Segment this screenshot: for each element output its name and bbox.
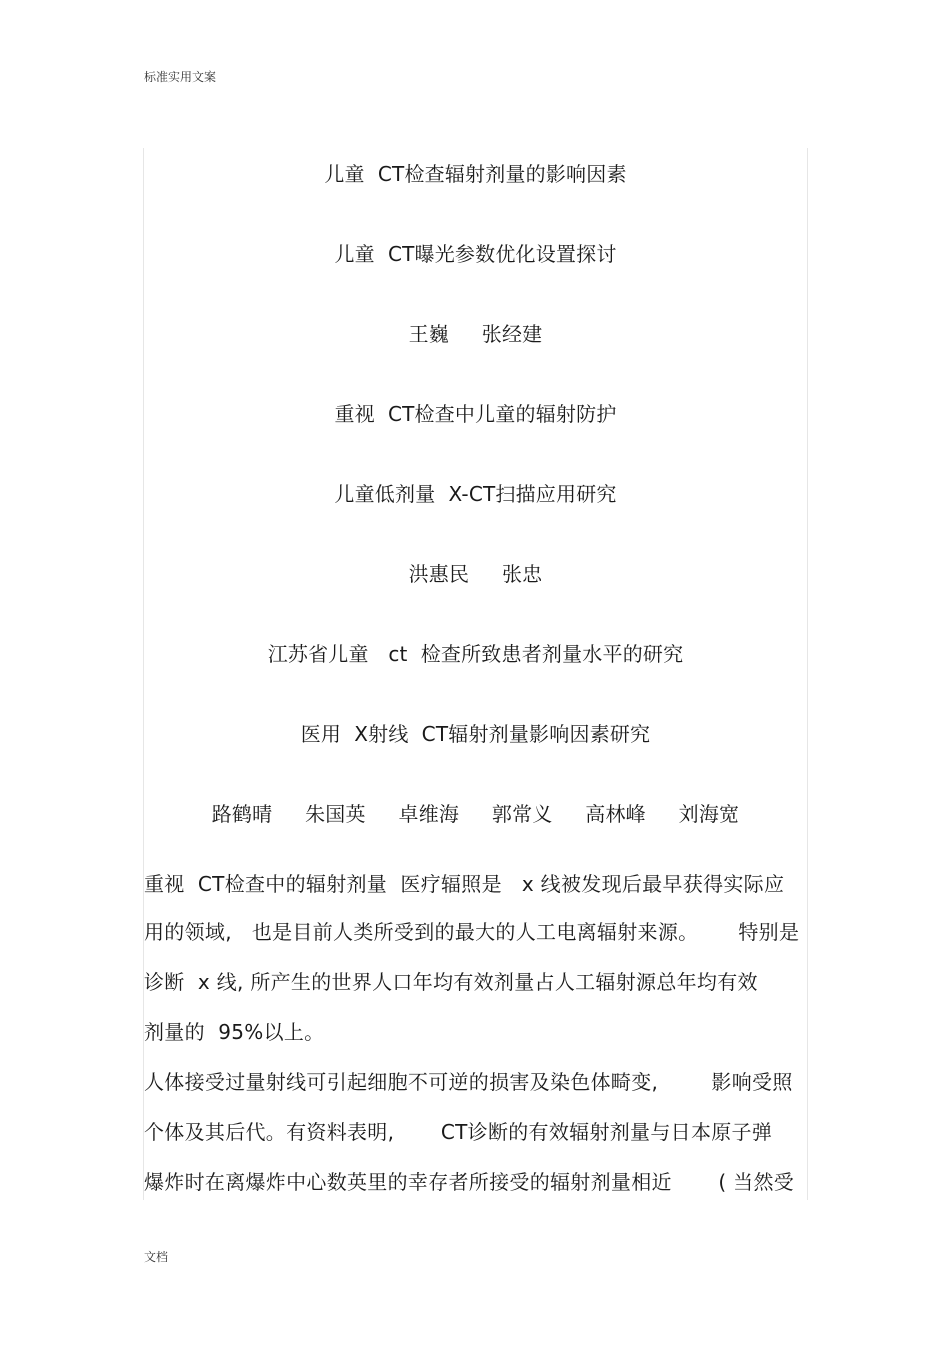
- paragraph-line: 诊断 x 线, 所产生的世界人口年均有效剂量占人工辐射源总年均有效: [144, 970, 758, 994]
- title-line: 儿童 CT曝光参数优化设置探讨: [334, 242, 617, 266]
- page-footer-label: 文档: [144, 1250, 169, 1264]
- paragraph-line: 重视 CT检查中的辐射剂量 医疗辐照是 x 线被发现后最早获得实际应: [144, 872, 785, 896]
- title-line: 医用 X射线 CT辐射剂量影响因素研究: [300, 722, 651, 746]
- title-line: 儿童低剂量 X-CT扫描应用研究: [334, 482, 617, 506]
- title-line: 儿童 CT检查辐射剂量的影响因素: [324, 162, 627, 186]
- paragraph-line: 个体及其后代。有资料表明, CT诊断的有效辐射剂量与日本原子弹: [144, 1120, 773, 1144]
- author-line: 王巍 张经建: [408, 322, 543, 346]
- page-header-label: 标准实用文案: [144, 70, 217, 84]
- title-line: 江苏省儿童 ct 检查所致患者剂量水平的研究: [267, 642, 684, 666]
- title-line: 重视 CT检查中儿童的辐射防护: [334, 402, 617, 426]
- author-line: 路鹤晴 朱国英 卓维海 郭常义 高林峰 刘海宽: [211, 802, 740, 826]
- paragraph-line: 用的领域, 也是目前人类所受到的最大的人工电离辐射来源。 特别是: [144, 920, 800, 944]
- frame-border-right: [807, 148, 808, 1200]
- paragraph-line: 爆炸时在离爆炸中心数英里的幸存者所接受的辐射剂量相近 ( 当然受: [144, 1170, 795, 1194]
- paragraph-line: 人体接受过量射线可引起细胞不可逆的损害及染色体畸变, 影响受照: [144, 1070, 793, 1094]
- author-line: 洪惠民 张忠: [408, 562, 543, 586]
- paragraph-line: 剂量的 95%以上。: [144, 1020, 325, 1044]
